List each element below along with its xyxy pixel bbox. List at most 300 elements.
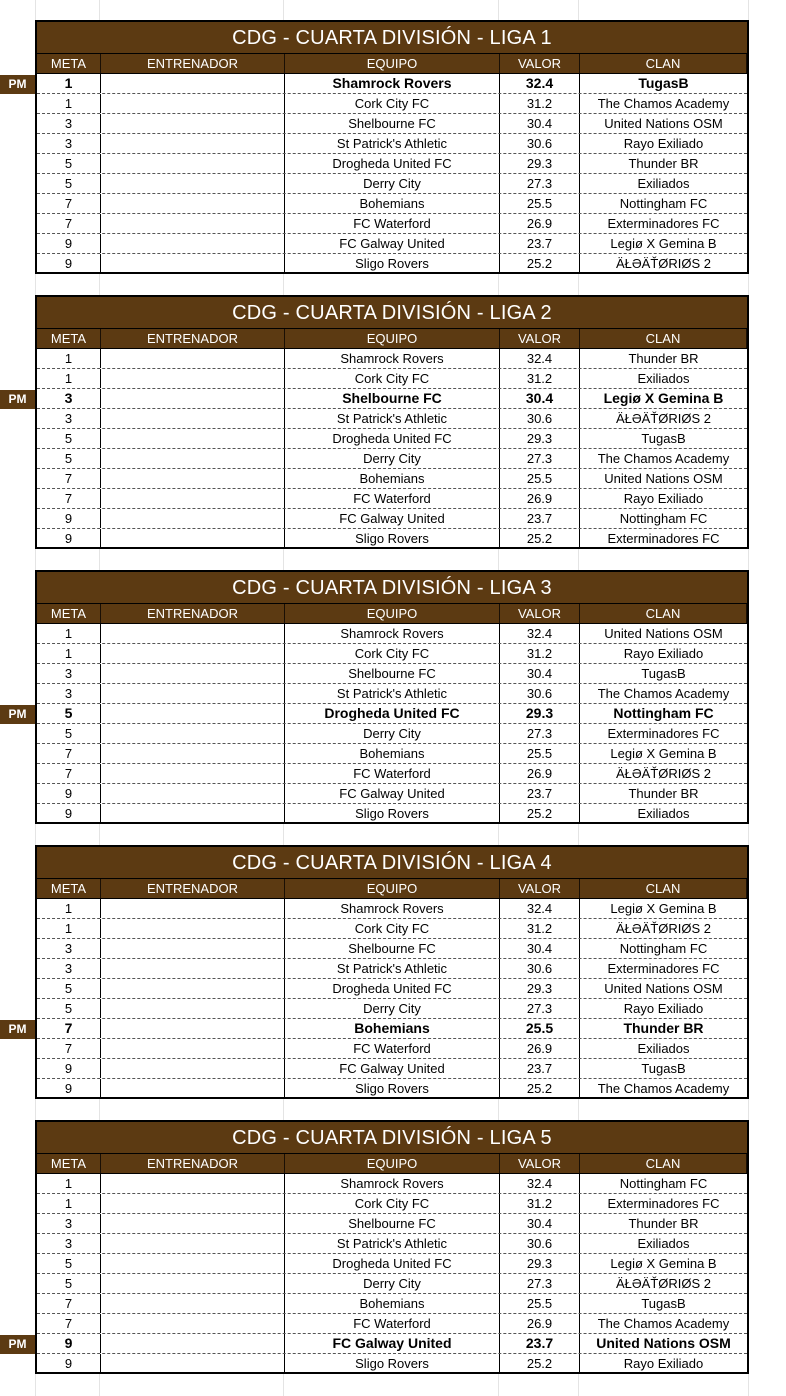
- table-row[interactable]: [37, 1354, 747, 1374]
- cell-valor[interactable]: 31.2: [500, 369, 580, 388]
- table-row[interactable]: [37, 94, 747, 114]
- cell-clan[interactable]: ÄŁƏÄŤØRIØS 2: [615, 1276, 712, 1291]
- cell-meta[interactable]: 9: [37, 254, 101, 274]
- cell-clan[interactable]: The Chamos Academy: [597, 1316, 730, 1331]
- cell-entrenador[interactable]: [101, 1254, 285, 1273]
- cell-meta[interactable]: 5: [37, 1254, 101, 1273]
- cell-meta[interactable]: 9: [37, 1079, 101, 1099]
- cell-entrenador[interactable]: [101, 1019, 285, 1038]
- cell-valor[interactable]: 29.3: [500, 429, 580, 448]
- cell-equipo[interactable]: Shamrock Rovers: [285, 1174, 500, 1193]
- cell-clan[interactable]: Rayo Exiliado: [623, 646, 704, 661]
- cell-equipo[interactable]: Derry City: [285, 724, 500, 743]
- table-row[interactable]: [37, 234, 747, 254]
- cell-entrenador[interactable]: [101, 1079, 285, 1099]
- cell-clan[interactable]: Exterminadores FC: [607, 961, 720, 976]
- cell-meta[interactable]: 3: [37, 959, 101, 978]
- cell-equipo[interactable]: FC Galway United: [285, 509, 500, 528]
- cell-valor[interactable]: 29.3: [500, 979, 580, 998]
- cell-equipo[interactable]: Shamrock Rovers: [285, 899, 500, 918]
- cell-equipo[interactable]: St Patrick's Athletic: [285, 134, 500, 153]
- cell-clan[interactable]: Rayo Exiliado: [623, 136, 704, 151]
- cell-meta[interactable]: 5: [37, 704, 101, 723]
- cell-clan[interactable]: The Chamos Academy: [597, 96, 730, 111]
- cell-clan[interactable]: Exterminadores FC: [607, 216, 720, 231]
- cell-meta[interactable]: 7: [37, 1019, 101, 1038]
- cell-clan[interactable]: TugasB: [641, 666, 686, 681]
- cell-clan[interactable]: TugasB: [641, 1061, 686, 1076]
- cell-valor[interactable]: 25.5: [500, 1294, 580, 1313]
- cell-clan[interactable]: Nottingham FC: [619, 941, 708, 956]
- cell-entrenador[interactable]: [101, 449, 285, 468]
- table-row[interactable]: [37, 784, 747, 804]
- table-row[interactable]: [37, 1234, 747, 1254]
- cell-clan[interactable]: United Nations OSM: [604, 981, 723, 996]
- cell-equipo[interactable]: Drogheda United FC: [285, 1254, 500, 1273]
- table-row[interactable]: [37, 74, 747, 94]
- cell-equipo[interactable]: FC Galway United: [285, 234, 500, 253]
- cell-equipo[interactable]: Sligo Rovers: [285, 804, 500, 824]
- table-row[interactable]: [37, 349, 747, 369]
- cell-clan[interactable]: Legiø X Gemina B: [610, 236, 717, 251]
- cell-valor[interactable]: 32.4: [500, 899, 580, 918]
- cell-equipo[interactable]: FC Waterford: [285, 489, 500, 508]
- cell-equipo[interactable]: Sligo Rovers: [285, 254, 500, 274]
- cell-valor[interactable]: 32.4: [500, 624, 580, 643]
- cell-valor[interactable]: 31.2: [500, 644, 580, 663]
- cell-valor[interactable]: 27.3: [500, 449, 580, 468]
- cell-meta[interactable]: 1: [37, 349, 101, 368]
- cell-clan[interactable]: TugasB: [638, 75, 689, 91]
- cell-meta[interactable]: 7: [37, 214, 101, 233]
- table-row[interactable]: [37, 744, 747, 764]
- cell-equipo[interactable]: Drogheda United FC: [285, 704, 500, 723]
- cell-equipo[interactable]: St Patrick's Athletic: [285, 959, 500, 978]
- cell-meta[interactable]: 5: [37, 979, 101, 998]
- cell-meta[interactable]: 7: [37, 469, 101, 488]
- cell-equipo[interactable]: Drogheda United FC: [285, 154, 500, 173]
- cell-clan[interactable]: ÄŁƏÄŤØRIØS 2: [615, 921, 712, 936]
- cell-equipo[interactable]: Shelbourne FC: [285, 939, 500, 958]
- cell-clan[interactable]: Exiliados: [637, 176, 690, 191]
- cell-valor[interactable]: 27.3: [500, 174, 580, 193]
- table-row[interactable]: [37, 704, 747, 724]
- cell-valor[interactable]: 26.9: [500, 214, 580, 233]
- cell-valor[interactable]: 30.4: [500, 939, 580, 958]
- cell-entrenador[interactable]: [101, 529, 285, 549]
- cell-meta[interactable]: 3: [37, 389, 101, 408]
- cell-meta[interactable]: 9: [37, 234, 101, 253]
- cell-meta[interactable]: 3: [37, 664, 101, 683]
- cell-clan[interactable]: Thunder BR: [628, 786, 699, 801]
- cell-clan[interactable]: Exterminadores FC: [607, 726, 720, 741]
- cell-entrenador[interactable]: [101, 1194, 285, 1213]
- cell-clan[interactable]: Exiliados: [637, 371, 690, 386]
- cell-meta[interactable]: 7: [37, 1294, 101, 1313]
- cell-valor[interactable]: 25.2: [500, 1354, 580, 1374]
- cell-equipo[interactable]: Shelbourne FC: [285, 389, 500, 408]
- cell-equipo[interactable]: St Patrick's Athletic: [285, 684, 500, 703]
- table-row[interactable]: [37, 804, 747, 824]
- cell-entrenador[interactable]: [101, 899, 285, 918]
- cell-entrenador[interactable]: [101, 174, 285, 193]
- cell-valor[interactable]: 25.5: [500, 194, 580, 213]
- table-row[interactable]: [37, 254, 747, 274]
- cell-valor[interactable]: 29.3: [500, 704, 580, 723]
- cell-valor[interactable]: 23.7: [500, 784, 580, 803]
- cell-meta[interactable]: 7: [37, 489, 101, 508]
- cell-entrenador[interactable]: [101, 664, 285, 683]
- cell-valor[interactable]: 27.3: [500, 724, 580, 743]
- cell-clan[interactable]: Rayo Exiliado: [623, 1356, 704, 1371]
- cell-equipo[interactable]: Bohemians: [285, 744, 500, 763]
- table-row[interactable]: [37, 919, 747, 939]
- cell-meta[interactable]: 5: [37, 429, 101, 448]
- table-row[interactable]: [37, 1254, 747, 1274]
- cell-clan[interactable]: Nottingham FC: [619, 196, 708, 211]
- cell-clan[interactable]: The Chamos Academy: [597, 1081, 730, 1096]
- cell-clan[interactable]: Nottingham FC: [619, 511, 708, 526]
- cell-valor[interactable]: 23.7: [500, 234, 580, 253]
- cell-valor[interactable]: 23.7: [500, 1059, 580, 1078]
- cell-valor[interactable]: 30.6: [500, 1234, 580, 1253]
- cell-valor[interactable]: 23.7: [500, 509, 580, 528]
- cell-entrenador[interactable]: [101, 1059, 285, 1078]
- cell-clan[interactable]: United Nations OSM: [604, 116, 723, 131]
- cell-equipo[interactable]: Shelbourne FC: [285, 1214, 500, 1233]
- cell-meta[interactable]: 3: [37, 939, 101, 958]
- cell-entrenador[interactable]: [101, 919, 285, 938]
- cell-valor[interactable]: 30.4: [500, 389, 580, 408]
- cell-entrenador[interactable]: [101, 804, 285, 824]
- cell-valor[interactable]: 23.7: [500, 1334, 580, 1353]
- cell-valor[interactable]: 30.6: [500, 684, 580, 703]
- cell-clan[interactable]: Nottingham FC: [619, 1176, 708, 1191]
- table-row[interactable]: [37, 724, 747, 744]
- cell-meta[interactable]: 3: [37, 684, 101, 703]
- cell-clan[interactable]: TugasB: [641, 1296, 686, 1311]
- cell-meta[interactable]: 1: [37, 74, 101, 93]
- cell-entrenador[interactable]: [101, 704, 285, 723]
- cell-entrenador[interactable]: [101, 1039, 285, 1058]
- cell-meta[interactable]: 1: [37, 919, 101, 938]
- cell-meta[interactable]: 9: [37, 1059, 101, 1078]
- cell-valor[interactable]: 30.4: [500, 664, 580, 683]
- cell-entrenador[interactable]: [101, 724, 285, 743]
- cell-valor[interactable]: 30.6: [500, 134, 580, 153]
- cell-valor[interactable]: 25.5: [500, 744, 580, 763]
- cell-clan[interactable]: Exterminadores FC: [607, 531, 720, 546]
- table-row[interactable]: [37, 644, 747, 664]
- table-row[interactable]: [37, 764, 747, 784]
- table-row[interactable]: [37, 979, 747, 999]
- cell-equipo[interactable]: FC Waterford: [285, 1314, 500, 1333]
- cell-equipo[interactable]: FC Waterford: [285, 1039, 500, 1058]
- table-row[interactable]: [37, 1194, 747, 1214]
- cell-meta[interactable]: 1: [37, 624, 101, 643]
- cell-valor[interactable]: 32.4: [500, 74, 580, 93]
- cell-entrenador[interactable]: [101, 1174, 285, 1193]
- cell-entrenador[interactable]: [101, 114, 285, 133]
- cell-valor[interactable]: 25.2: [500, 529, 580, 549]
- table-row[interactable]: [37, 449, 747, 469]
- cell-meta[interactable]: 9: [37, 1354, 101, 1374]
- cell-entrenador[interactable]: [101, 94, 285, 113]
- cell-equipo[interactable]: Bohemians: [285, 1019, 500, 1038]
- cell-equipo[interactable]: FC Galway United: [285, 784, 500, 803]
- cell-meta[interactable]: 3: [37, 134, 101, 153]
- cell-equipo[interactable]: Shelbourne FC: [285, 664, 500, 683]
- table-row[interactable]: [37, 409, 747, 429]
- cell-clan[interactable]: TugasB: [641, 431, 686, 446]
- cell-clan[interactable]: The Chamos Academy: [597, 451, 730, 466]
- cell-entrenador[interactable]: [101, 1214, 285, 1233]
- table-row[interactable]: [37, 1079, 747, 1099]
- table-row[interactable]: [37, 369, 747, 389]
- cell-valor[interactable]: 30.4: [500, 1214, 580, 1233]
- cell-clan[interactable]: United Nations OSM: [604, 471, 723, 486]
- cell-valor[interactable]: 27.3: [500, 999, 580, 1018]
- cell-equipo[interactable]: Bohemians: [285, 1294, 500, 1313]
- cell-meta[interactable]: 1: [37, 369, 101, 388]
- cell-equipo[interactable]: FC Waterford: [285, 764, 500, 783]
- cell-meta[interactable]: 5: [37, 154, 101, 173]
- cell-meta[interactable]: 5: [37, 174, 101, 193]
- table-row[interactable]: [37, 899, 747, 919]
- table-row[interactable]: [37, 389, 747, 409]
- table-row[interactable]: [37, 1019, 747, 1039]
- cell-entrenador[interactable]: [101, 349, 285, 368]
- cell-valor[interactable]: 30.6: [500, 409, 580, 428]
- cell-equipo[interactable]: Drogheda United FC: [285, 429, 500, 448]
- cell-entrenador[interactable]: [101, 1314, 285, 1333]
- cell-entrenador[interactable]: [101, 214, 285, 233]
- table-row[interactable]: [37, 154, 747, 174]
- cell-meta[interactable]: 7: [37, 194, 101, 213]
- cell-entrenador[interactable]: [101, 959, 285, 978]
- cell-meta[interactable]: 9: [37, 509, 101, 528]
- cell-meta[interactable]: 7: [37, 744, 101, 763]
- cell-equipo[interactable]: Cork City FC: [285, 919, 500, 938]
- cell-entrenador[interactable]: [101, 489, 285, 508]
- table-row[interactable]: [37, 1294, 747, 1314]
- cell-clan[interactable]: ÄŁƏÄŤØRIØS 2: [615, 411, 712, 426]
- cell-valor[interactable]: 32.4: [500, 1174, 580, 1193]
- cell-equipo[interactable]: FC Galway United: [285, 1334, 500, 1353]
- cell-valor[interactable]: 29.3: [500, 154, 580, 173]
- table-row[interactable]: [37, 194, 747, 214]
- cell-valor[interactable]: 30.6: [500, 959, 580, 978]
- cell-meta[interactable]: 3: [37, 1234, 101, 1253]
- cell-equipo[interactable]: St Patrick's Athletic: [285, 1234, 500, 1253]
- cell-entrenador[interactable]: [101, 1274, 285, 1293]
- table-row[interactable]: [37, 489, 747, 509]
- cell-valor[interactable]: 31.2: [500, 1194, 580, 1213]
- table-row[interactable]: [37, 1174, 747, 1194]
- table-row[interactable]: [37, 624, 747, 644]
- table-row[interactable]: [37, 429, 747, 449]
- cell-meta[interactable]: 9: [37, 529, 101, 549]
- cell-equipo[interactable]: Cork City FC: [285, 1194, 500, 1213]
- cell-entrenador[interactable]: [101, 744, 285, 763]
- cell-clan[interactable]: Legiø X Gemina B: [610, 901, 717, 916]
- cell-entrenador[interactable]: [101, 509, 285, 528]
- cell-entrenador[interactable]: [101, 1354, 285, 1374]
- cell-valor[interactable]: 29.3: [500, 1254, 580, 1273]
- cell-meta[interactable]: 5: [37, 1274, 101, 1293]
- table-row[interactable]: [37, 214, 747, 234]
- cell-entrenador[interactable]: [101, 644, 285, 663]
- cell-clan[interactable]: United Nations OSM: [596, 1335, 731, 1351]
- cell-valor[interactable]: 26.9: [500, 489, 580, 508]
- cell-entrenador[interactable]: [101, 429, 285, 448]
- cell-equipo[interactable]: Cork City FC: [285, 94, 500, 113]
- cell-clan[interactable]: Nottingham FC: [613, 705, 714, 721]
- cell-valor[interactable]: 25.2: [500, 254, 580, 274]
- cell-clan[interactable]: Thunder BR: [628, 156, 699, 171]
- cell-clan[interactable]: Rayo Exiliado: [623, 491, 704, 506]
- cell-entrenador[interactable]: [101, 784, 285, 803]
- cell-equipo[interactable]: Shamrock Rovers: [285, 624, 500, 643]
- cell-meta[interactable]: 3: [37, 409, 101, 428]
- cell-meta[interactable]: 1: [37, 644, 101, 663]
- cell-valor[interactable]: 31.2: [500, 94, 580, 113]
- cell-meta[interactable]: 1: [37, 94, 101, 113]
- table-row[interactable]: [37, 959, 747, 979]
- cell-clan[interactable]: ÄŁƏÄŤØRIØS 2: [615, 256, 712, 271]
- cell-equipo[interactable]: Bohemians: [285, 469, 500, 488]
- table-row[interactable]: [37, 1334, 747, 1354]
- table-row[interactable]: [37, 1214, 747, 1234]
- cell-equipo[interactable]: Cork City FC: [285, 369, 500, 388]
- cell-entrenador[interactable]: [101, 409, 285, 428]
- cell-valor[interactable]: 27.3: [500, 1274, 580, 1293]
- table-row[interactable]: [37, 509, 747, 529]
- cell-clan[interactable]: The Chamos Academy: [597, 686, 730, 701]
- cell-entrenador[interactable]: [101, 194, 285, 213]
- cell-valor[interactable]: 31.2: [500, 919, 580, 938]
- cell-meta[interactable]: 5: [37, 449, 101, 468]
- table-row[interactable]: [37, 1039, 747, 1059]
- table-row[interactable]: [37, 114, 747, 134]
- cell-entrenador[interactable]: [101, 469, 285, 488]
- cell-valor[interactable]: 26.9: [500, 1039, 580, 1058]
- cell-meta[interactable]: 1: [37, 1174, 101, 1193]
- cell-valor[interactable]: 25.5: [500, 469, 580, 488]
- table-row[interactable]: [37, 999, 747, 1019]
- cell-clan[interactable]: Exterminadores FC: [607, 1196, 720, 1211]
- cell-valor[interactable]: 25.2: [500, 1079, 580, 1099]
- cell-meta[interactable]: 9: [37, 784, 101, 803]
- cell-equipo[interactable]: Shamrock Rovers: [285, 349, 500, 368]
- cell-equipo[interactable]: Sligo Rovers: [285, 529, 500, 549]
- cell-valor[interactable]: 26.9: [500, 1314, 580, 1333]
- cell-clan[interactable]: Exiliados: [637, 1041, 690, 1056]
- table-row[interactable]: [37, 1314, 747, 1334]
- cell-equipo[interactable]: Sligo Rovers: [285, 1079, 500, 1099]
- cell-entrenador[interactable]: [101, 624, 285, 643]
- cell-equipo[interactable]: Derry City: [285, 449, 500, 468]
- cell-valor[interactable]: 25.2: [500, 804, 580, 824]
- cell-clan[interactable]: Exiliados: [637, 806, 690, 821]
- cell-clan[interactable]: Exiliados: [637, 1236, 690, 1251]
- cell-meta[interactable]: 9: [37, 804, 101, 824]
- cell-equipo[interactable]: Shamrock Rovers: [285, 74, 500, 93]
- cell-equipo[interactable]: Cork City FC: [285, 644, 500, 663]
- cell-equipo[interactable]: Sligo Rovers: [285, 1354, 500, 1374]
- cell-equipo[interactable]: Derry City: [285, 1274, 500, 1293]
- cell-entrenador[interactable]: [101, 74, 285, 93]
- cell-equipo[interactable]: Derry City: [285, 999, 500, 1018]
- cell-meta[interactable]: 3: [37, 1214, 101, 1233]
- cell-entrenador[interactable]: [101, 389, 285, 408]
- cell-clan[interactable]: ÄŁƏÄŤØRIØS 2: [615, 766, 712, 781]
- table-row[interactable]: [37, 684, 747, 704]
- cell-equipo[interactable]: Shelbourne FC: [285, 114, 500, 133]
- cell-meta[interactable]: 1: [37, 1194, 101, 1213]
- table-row[interactable]: [37, 1274, 747, 1294]
- cell-equipo[interactable]: Bohemians: [285, 194, 500, 213]
- cell-equipo[interactable]: FC Galway United: [285, 1059, 500, 1078]
- cell-entrenador[interactable]: [101, 1334, 285, 1353]
- cell-valor[interactable]: 32.4: [500, 349, 580, 368]
- cell-meta[interactable]: 7: [37, 764, 101, 783]
- cell-meta[interactable]: 3: [37, 114, 101, 133]
- cell-equipo[interactable]: St Patrick's Athletic: [285, 409, 500, 428]
- table-row[interactable]: [37, 529, 747, 549]
- cell-clan[interactable]: Thunder BR: [628, 351, 699, 366]
- cell-entrenador[interactable]: [101, 254, 285, 274]
- cell-meta[interactable]: 7: [37, 1314, 101, 1333]
- cell-entrenador[interactable]: [101, 999, 285, 1018]
- cell-clan[interactable]: Legiø X Gemina B: [603, 390, 724, 406]
- cell-entrenador[interactable]: [101, 134, 285, 153]
- table-row[interactable]: [37, 469, 747, 489]
- cell-clan[interactable]: Legiø X Gemina B: [610, 746, 717, 761]
- table-row[interactable]: [37, 1059, 747, 1079]
- cell-clan[interactable]: Thunder BR: [628, 1216, 699, 1231]
- cell-entrenador[interactable]: [101, 1294, 285, 1313]
- cell-valor[interactable]: 30.4: [500, 114, 580, 133]
- cell-meta[interactable]: 7: [37, 1039, 101, 1058]
- cell-equipo[interactable]: FC Waterford: [285, 214, 500, 233]
- cell-entrenador[interactable]: [101, 154, 285, 173]
- cell-clan[interactable]: Rayo Exiliado: [623, 1001, 704, 1016]
- table-row[interactable]: [37, 939, 747, 959]
- cell-entrenador[interactable]: [101, 764, 285, 783]
- cell-clan[interactable]: Thunder BR: [623, 1020, 704, 1036]
- cell-entrenador[interactable]: [101, 939, 285, 958]
- cell-meta[interactable]: 5: [37, 999, 101, 1018]
- cell-equipo[interactable]: Drogheda United FC: [285, 979, 500, 998]
- cell-valor[interactable]: 26.9: [500, 764, 580, 783]
- table-row[interactable]: [37, 174, 747, 194]
- cell-meta[interactable]: 5: [37, 724, 101, 743]
- table-row[interactable]: [37, 664, 747, 684]
- cell-clan[interactable]: United Nations OSM: [604, 626, 723, 641]
- cell-entrenador[interactable]: [101, 684, 285, 703]
- cell-meta[interactable]: 1: [37, 899, 101, 918]
- cell-meta[interactable]: 9: [37, 1334, 101, 1353]
- cell-entrenador[interactable]: [101, 1234, 285, 1253]
- cell-equipo[interactable]: Derry City: [285, 174, 500, 193]
- table-row[interactable]: [37, 134, 747, 154]
- cell-valor[interactable]: 25.5: [500, 1019, 580, 1038]
- cell-clan[interactable]: Legiø X Gemina B: [610, 1256, 717, 1271]
- cell-entrenador[interactable]: [101, 234, 285, 253]
- cell-entrenador[interactable]: [101, 979, 285, 998]
- cell-entrenador[interactable]: [101, 369, 285, 388]
